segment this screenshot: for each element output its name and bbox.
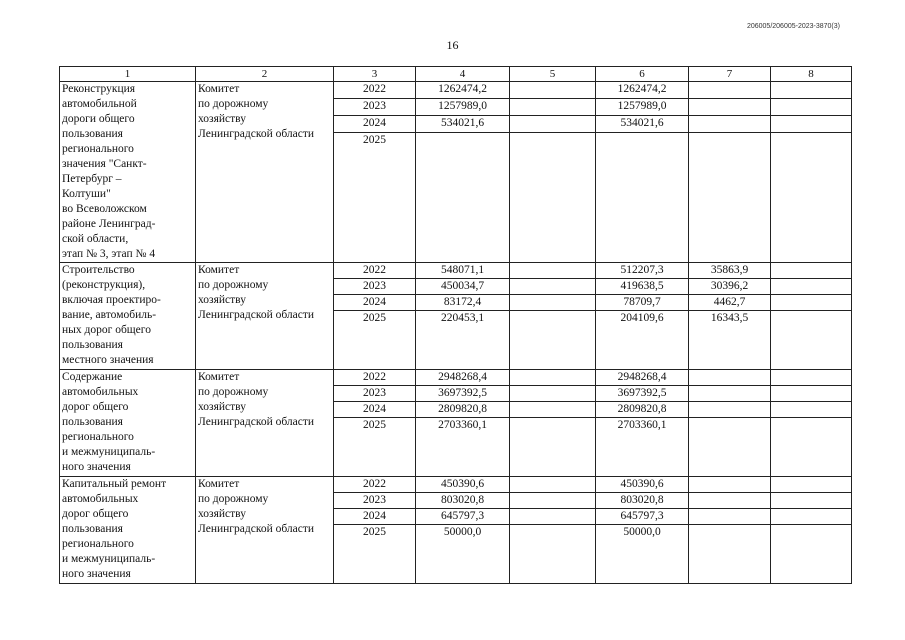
event-name-line: местного значения: [62, 354, 154, 366]
total-cell: 2809820,8: [416, 402, 510, 418]
year-cell: 2025: [334, 311, 416, 370]
column7-cell: 16343,5: [689, 311, 771, 370]
column-header: 4: [416, 67, 510, 82]
column6-cell: 419638,5: [596, 279, 689, 295]
event-name-line: и межмуниципаль-: [62, 446, 156, 458]
column8-cell: [771, 477, 852, 493]
column7-cell: 4462,7: [689, 295, 771, 311]
column-number-row: [60, 67, 852, 82]
executor-line: Комитет: [198, 478, 240, 490]
event-name-line: (реконструкция),: [62, 279, 146, 291]
column5-cell: [510, 418, 596, 477]
column7-cell: [689, 477, 771, 493]
total-cell: 2948268,4: [416, 370, 510, 386]
column-header: 2: [196, 67, 334, 82]
executor-line: по дорожному: [198, 98, 269, 110]
column8-cell: [771, 82, 852, 99]
event-name-line: ного значения: [62, 461, 131, 473]
total-cell: [416, 133, 510, 263]
event-name-line: вание, автомобиль-: [62, 309, 157, 321]
column7-cell: [689, 493, 771, 509]
executor-line: хозяйству: [198, 113, 246, 125]
executor-line: хозяйству: [198, 401, 246, 413]
executor-line: Ленинградской области: [198, 309, 315, 321]
event-name-line: Реконструкция: [62, 83, 136, 95]
year-cell: 2023: [334, 279, 416, 295]
column7-cell: [689, 133, 771, 263]
year-cell: 2025: [334, 525, 416, 584]
table-row: [60, 263, 852, 279]
executor-cell: [196, 263, 334, 370]
year-cell: 2022: [334, 477, 416, 493]
column5-cell: [510, 386, 596, 402]
column8-cell: [771, 263, 852, 279]
column8-cell: [771, 311, 852, 370]
total-cell: 50000,0: [416, 525, 510, 584]
total-cell: 450390,6: [416, 477, 510, 493]
column8-cell: [771, 295, 852, 311]
event-name-line: ного значения: [62, 568, 131, 580]
year-cell: 2022: [334, 370, 416, 386]
column6-cell: 204109,6: [596, 311, 689, 370]
year-cell: 2024: [334, 509, 416, 525]
event-name-line: регионального: [62, 538, 134, 550]
column6-cell: 78709,7: [596, 295, 689, 311]
executor-line: хозяйству: [198, 294, 246, 306]
event-name-line: регионального: [62, 143, 134, 155]
column5-cell: [510, 279, 596, 295]
event-name-cell: [60, 82, 196, 263]
column5-cell: [510, 133, 596, 263]
column5-cell: [510, 263, 596, 279]
column7-cell: [689, 509, 771, 525]
total-cell: 548071,1: [416, 263, 510, 279]
column8-cell: [771, 509, 852, 525]
executor-line: по дорожному: [198, 386, 269, 398]
column-header: 3: [334, 67, 416, 82]
event-name-line: этап № 3, этап № 4: [62, 248, 156, 260]
table-row: [60, 370, 852, 386]
year-cell: 2024: [334, 116, 416, 133]
total-cell: 1262474,2: [416, 82, 510, 99]
year-cell: 2022: [334, 82, 416, 99]
column8-cell: [771, 386, 852, 402]
executor-cell: [196, 477, 334, 584]
column5-cell: [510, 509, 596, 525]
executor-line: по дорожному: [198, 493, 269, 505]
column6-cell: [596, 133, 689, 263]
column-header: 8: [771, 67, 852, 82]
event-name-line: районе Ленинград-: [62, 218, 156, 230]
column7-cell: [689, 116, 771, 133]
column7-cell: [689, 418, 771, 477]
executor-line: Ленинградской области: [198, 416, 315, 428]
executor-cell: [196, 82, 334, 263]
column7-cell: 30396,2: [689, 279, 771, 295]
total-cell: 645797,3: [416, 509, 510, 525]
column6-cell: 645797,3: [596, 509, 689, 525]
column8-cell: [771, 493, 852, 509]
event-name-line: Содержание: [62, 371, 123, 383]
column6-cell: 1257989,0: [596, 99, 689, 116]
table-body: [60, 82, 852, 584]
column6-cell: 450390,6: [596, 477, 689, 493]
event-name-line: пользования: [62, 523, 123, 535]
column-header: 1: [60, 67, 196, 82]
total-cell: 3697392,5: [416, 386, 510, 402]
column7-cell: [689, 525, 771, 584]
column6-cell: 803020,8: [596, 493, 689, 509]
executor-line: Ленинградской области: [198, 128, 315, 140]
event-name-line: пользования: [62, 416, 123, 428]
executor-line: Комитет: [198, 264, 240, 276]
column6-cell: 3697392,5: [596, 386, 689, 402]
column6-cell: 2948268,4: [596, 370, 689, 386]
column8-cell: [771, 99, 852, 116]
column5-cell: [510, 295, 596, 311]
event-name-line: дороги общего: [62, 113, 135, 125]
total-cell: 534021,6: [416, 116, 510, 133]
column6-cell: 50000,0: [596, 525, 689, 584]
executor-line: по дорожному: [198, 279, 269, 291]
executor-line: хозяйству: [198, 508, 246, 520]
column7-cell: 35863,9: [689, 263, 771, 279]
column7-cell: [689, 386, 771, 402]
event-name-line: дорог общего: [62, 508, 129, 520]
event-name-line: Колтуши": [62, 188, 111, 200]
event-name-line: во Всеволожском: [62, 203, 147, 215]
column-header: 7: [689, 67, 771, 82]
column6-cell: 1262474,2: [596, 82, 689, 99]
executor-line: Комитет: [198, 83, 240, 95]
event-name-cell: [60, 263, 196, 370]
column8-cell: [771, 116, 852, 133]
column-header: 5: [510, 67, 596, 82]
event-name-cell: [60, 370, 196, 477]
table-row: [60, 477, 852, 493]
column6-cell: 2703360,1: [596, 418, 689, 477]
event-name-line: автомобильных: [62, 493, 139, 505]
column-header: 6: [596, 67, 689, 82]
page-number: 16: [446, 38, 459, 52]
event-name-line: дорог общего: [62, 401, 129, 413]
event-name-line: регионального: [62, 431, 134, 443]
event-name-cell: [60, 477, 196, 584]
executor-cell: [196, 370, 334, 477]
column7-cell: [689, 99, 771, 116]
total-cell: 1257989,0: [416, 99, 510, 116]
column5-cell: [510, 370, 596, 386]
program-table: [59, 66, 852, 584]
event-name-line: ных дорог общего: [62, 324, 151, 336]
year-cell: 2023: [334, 386, 416, 402]
event-name-line: Капитальный ремонт: [62, 478, 167, 490]
table-row: [60, 82, 852, 99]
event-name-line: и межмуниципаль-: [62, 553, 156, 565]
event-name-line: пользования: [62, 339, 123, 351]
event-name-line: автомобильных: [62, 386, 139, 398]
year-cell: 2024: [334, 295, 416, 311]
document-id: 206005/206005-2023-3870(3): [746, 23, 840, 30]
column8-cell: [771, 279, 852, 295]
year-cell: 2025: [334, 133, 416, 263]
executor-line: Ленинградской области: [198, 523, 315, 535]
year-cell: 2025: [334, 418, 416, 477]
column6-cell: 2809820,8: [596, 402, 689, 418]
column5-cell: [510, 525, 596, 584]
column7-cell: [689, 402, 771, 418]
total-cell: 2703360,1: [416, 418, 510, 477]
column8-cell: [771, 418, 852, 477]
year-cell: 2023: [334, 99, 416, 116]
column7-cell: [689, 370, 771, 386]
executor-line: Комитет: [198, 371, 240, 383]
total-cell: 450034,7: [416, 279, 510, 295]
total-cell: 83172,4: [416, 295, 510, 311]
year-cell: 2024: [334, 402, 416, 418]
column5-cell: [510, 311, 596, 370]
column8-cell: [771, 133, 852, 263]
column7-cell: [689, 82, 771, 99]
total-cell: 220453,1: [416, 311, 510, 370]
year-cell: 2022: [334, 263, 416, 279]
event-name-line: пользования: [62, 128, 123, 140]
column5-cell: [510, 116, 596, 133]
event-name-line: значения "Санкт-: [62, 158, 147, 170]
event-name-line: ской области,: [62, 233, 129, 245]
year-cell: 2023: [334, 493, 416, 509]
column6-cell: 534021,6: [596, 116, 689, 133]
event-name-line: Строительство: [62, 264, 135, 276]
column8-cell: [771, 370, 852, 386]
event-name-line: автомобильной: [62, 98, 137, 110]
column8-cell: [771, 402, 852, 418]
column5-cell: [510, 82, 596, 99]
column5-cell: [510, 402, 596, 418]
column5-cell: [510, 99, 596, 116]
event-name-line: Петербург –: [62, 173, 122, 185]
column8-cell: [771, 525, 852, 584]
event-name-line: включая проектиро-: [62, 294, 161, 306]
total-cell: 803020,8: [416, 493, 510, 509]
column6-cell: 512207,3: [596, 263, 689, 279]
column5-cell: [510, 493, 596, 509]
column5-cell: [510, 477, 596, 493]
